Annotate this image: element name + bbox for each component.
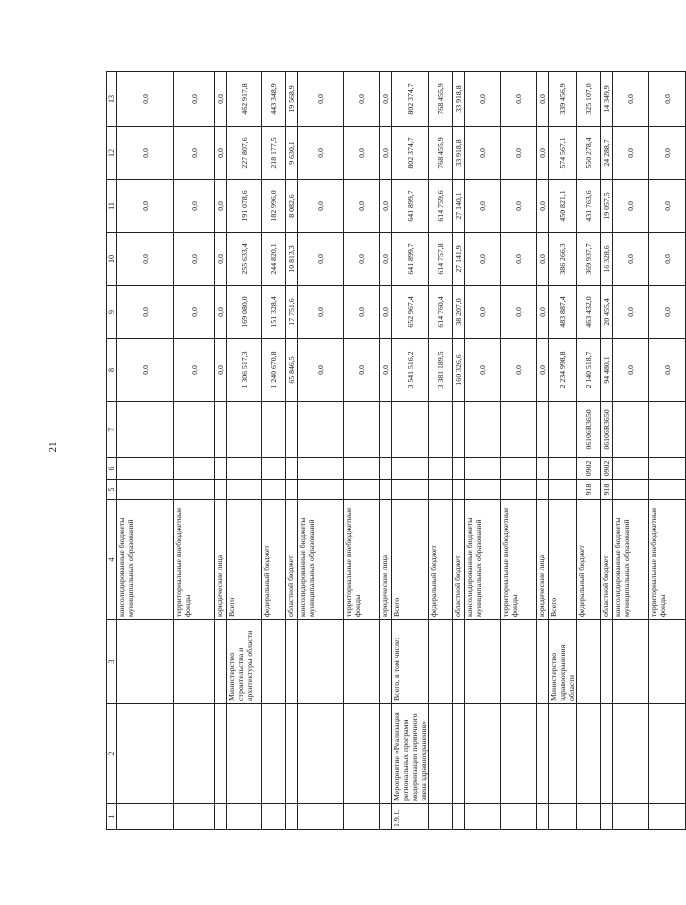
value-cell: 0,0 bbox=[537, 127, 549, 180]
measure-name-cell bbox=[549, 704, 577, 804]
value-cell: 0,0 bbox=[465, 72, 501, 127]
value-cell: 614 759,6 bbox=[429, 180, 453, 233]
value-cell: 191 078,6 bbox=[227, 180, 262, 233]
value-cell: 169 080,0 bbox=[227, 286, 262, 339]
value-cell: 27 140,1 bbox=[453, 180, 465, 233]
value-cell: 0,0 bbox=[215, 339, 227, 402]
value-cell: 19 057,5 bbox=[601, 180, 613, 233]
section-code-cell bbox=[380, 458, 392, 480]
section-code-cell bbox=[286, 458, 298, 480]
executor-cell bbox=[429, 620, 453, 704]
table-row bbox=[392, 72, 429, 830]
target-article-cell bbox=[649, 402, 686, 458]
value-cell: 0,0 bbox=[215, 72, 227, 127]
value-cell: 0,0 bbox=[649, 127, 686, 180]
value-cell: 33 918,8 bbox=[453, 72, 465, 127]
header-cell: 7 bbox=[107, 402, 117, 458]
item-number-cell bbox=[344, 804, 380, 830]
funding-source-cell: территориальные внебюджетные фонды bbox=[174, 500, 215, 620]
executor-cell bbox=[117, 620, 174, 704]
target-article-cell bbox=[453, 402, 465, 458]
value-cell: 9 630,1 bbox=[286, 127, 298, 180]
item-number-cell bbox=[577, 804, 601, 830]
executor-cell bbox=[601, 620, 613, 704]
value-cell: 0,0 bbox=[215, 127, 227, 180]
measure-name-cell bbox=[649, 704, 686, 804]
value-cell: 0,0 bbox=[649, 233, 686, 286]
grbs-code-cell bbox=[298, 480, 344, 500]
value-cell: 0,0 bbox=[344, 127, 380, 180]
value-cell: 38 207,0 bbox=[453, 286, 465, 339]
item-number-cell bbox=[286, 804, 298, 830]
value-cell: 369 937,7 bbox=[577, 233, 601, 286]
section-code-cell bbox=[298, 458, 344, 480]
executor-cell bbox=[215, 620, 227, 704]
value-cell: 0,0 bbox=[537, 339, 549, 402]
section-code-cell bbox=[227, 458, 262, 480]
grbs-code-cell bbox=[649, 480, 686, 500]
value-cell: 614 757,8 bbox=[429, 233, 453, 286]
section-code-cell bbox=[117, 458, 174, 480]
item-number-cell bbox=[298, 804, 344, 830]
measure-name-cell bbox=[465, 704, 501, 804]
header-cell: 11 bbox=[107, 180, 117, 233]
value-cell: 244 820,1 bbox=[262, 233, 286, 286]
value-cell: 1 240 670,8 bbox=[262, 339, 286, 402]
value-cell: 182 996,0 bbox=[262, 180, 286, 233]
funding-source-cell: федеральный бюджет bbox=[577, 500, 601, 620]
grbs-code-cell bbox=[392, 480, 429, 500]
page-number: 21 bbox=[47, 441, 59, 453]
target-article-cell: 06106R3650 bbox=[601, 402, 613, 458]
measure-name-cell bbox=[429, 704, 453, 804]
value-cell: 0,0 bbox=[613, 180, 649, 233]
value-cell: 768 455,9 bbox=[429, 72, 453, 127]
measure-name-cell bbox=[601, 704, 613, 804]
target-article-cell bbox=[537, 402, 549, 458]
value-cell: 0,0 bbox=[117, 286, 174, 339]
measure-name-cell bbox=[117, 704, 174, 804]
target-article-cell bbox=[286, 402, 298, 458]
grbs-code-cell bbox=[453, 480, 465, 500]
value-cell: 0,0 bbox=[613, 127, 649, 180]
value-cell: 0,0 bbox=[117, 72, 174, 127]
item-number-cell bbox=[601, 804, 613, 830]
value-cell: 0,0 bbox=[174, 233, 215, 286]
value-cell: 0,0 bbox=[298, 233, 344, 286]
table-row bbox=[174, 72, 215, 830]
value-cell: 0,0 bbox=[215, 233, 227, 286]
grbs-code-cell bbox=[215, 480, 227, 500]
header-cell: 2 bbox=[107, 704, 117, 804]
table-row bbox=[380, 72, 392, 830]
funding-source-cell: федеральный бюджет bbox=[262, 500, 286, 620]
table-row bbox=[344, 72, 380, 830]
section-code-cell bbox=[215, 458, 227, 480]
value-cell: 641 899,7 bbox=[392, 180, 429, 233]
value-cell: 0,0 bbox=[501, 127, 537, 180]
executor-cell bbox=[286, 620, 298, 704]
funding-source-cell: областной бюджет bbox=[453, 500, 465, 620]
target-article-cell bbox=[613, 402, 649, 458]
table-row bbox=[465, 72, 501, 830]
value-cell: 33 918,8 bbox=[453, 127, 465, 180]
value-cell: 0,0 bbox=[215, 180, 227, 233]
measure-name-cell bbox=[501, 704, 537, 804]
funding-source-cell: Всего bbox=[549, 500, 577, 620]
value-cell: 0,0 bbox=[117, 127, 174, 180]
value-cell: 0,0 bbox=[465, 286, 501, 339]
table-row bbox=[262, 72, 286, 830]
value-cell: 0,0 bbox=[117, 180, 174, 233]
value-cell: 0,0 bbox=[613, 233, 649, 286]
item-number-cell bbox=[453, 804, 465, 830]
measure-name-cell bbox=[298, 704, 344, 804]
value-cell: 0,0 bbox=[501, 233, 537, 286]
funding-source-cell: Всего bbox=[392, 500, 429, 620]
measure-name-cell bbox=[344, 704, 380, 804]
value-cell: 0,0 bbox=[380, 286, 392, 339]
value-cell: 431 763,6 bbox=[577, 180, 601, 233]
value-cell: 19 568,9 bbox=[286, 72, 298, 127]
header-cell: 13 bbox=[107, 72, 117, 127]
value-cell: 0,0 bbox=[344, 72, 380, 127]
value-cell: 8 082,6 bbox=[286, 180, 298, 233]
grbs-code-cell bbox=[286, 480, 298, 500]
value-cell: 27 141,9 bbox=[453, 233, 465, 286]
value-cell: 0,0 bbox=[117, 233, 174, 286]
executor-cell bbox=[649, 620, 686, 704]
value-cell: 0,0 bbox=[613, 286, 649, 339]
target-article-cell bbox=[465, 402, 501, 458]
value-cell: 0,0 bbox=[380, 127, 392, 180]
item-number-cell bbox=[649, 804, 686, 830]
section-code-cell bbox=[613, 458, 649, 480]
grbs-code-cell bbox=[429, 480, 453, 500]
funding-source-cell: консолидированные бюджеты муниципальных образований bbox=[117, 500, 174, 620]
target-article-cell bbox=[429, 402, 453, 458]
budget-table bbox=[106, 71, 686, 830]
funding-source-cell: территориальные внебюджетные фонды bbox=[501, 500, 537, 620]
value-cell: 614 760,4 bbox=[429, 286, 453, 339]
table-row bbox=[613, 72, 649, 830]
value-cell: 0,0 bbox=[501, 286, 537, 339]
executor-cell bbox=[577, 620, 601, 704]
value-cell: 0,0 bbox=[501, 72, 537, 127]
value-cell: 0,0 bbox=[344, 180, 380, 233]
grbs-code-cell bbox=[465, 480, 501, 500]
funding-source-cell: федеральный бюджет bbox=[429, 500, 453, 620]
grbs-code-cell bbox=[117, 480, 174, 500]
value-cell: 151 328,4 bbox=[262, 286, 286, 339]
target-article-cell bbox=[262, 402, 286, 458]
header-cell: 5 bbox=[107, 480, 117, 500]
value-cell: 0,0 bbox=[298, 72, 344, 127]
value-cell: 0,0 bbox=[649, 72, 686, 127]
header-cell: 10 bbox=[107, 233, 117, 286]
value-cell: 0,0 bbox=[465, 180, 501, 233]
header-row bbox=[107, 72, 117, 830]
measure-name-cell bbox=[215, 704, 227, 804]
value-cell: 463 432,0 bbox=[577, 286, 601, 339]
value-cell: 14 349,9 bbox=[601, 72, 613, 127]
section-code-cell bbox=[549, 458, 577, 480]
value-cell: 0,0 bbox=[298, 339, 344, 402]
value-cell: 802 374,7 bbox=[392, 72, 429, 127]
target-article-cell bbox=[117, 402, 174, 458]
grbs-code-cell bbox=[380, 480, 392, 500]
section-code-cell bbox=[649, 458, 686, 480]
value-cell: 0,0 bbox=[344, 233, 380, 286]
value-cell: 450 821,1 bbox=[549, 180, 577, 233]
target-article-cell bbox=[344, 402, 380, 458]
measure-name-cell bbox=[227, 704, 262, 804]
grbs-code-cell bbox=[549, 480, 577, 500]
value-cell: 0,0 bbox=[501, 180, 537, 233]
item-number-cell: 1.9.1. bbox=[392, 804, 429, 830]
value-cell: 3 381 189,5 bbox=[429, 339, 453, 402]
item-number-cell bbox=[215, 804, 227, 830]
value-cell: 574 567,1 bbox=[549, 127, 577, 180]
target-article-cell bbox=[174, 402, 215, 458]
measure-name-cell bbox=[286, 704, 298, 804]
value-cell: 0,0 bbox=[174, 72, 215, 127]
table-row bbox=[227, 72, 262, 830]
funding-source-cell: консолидированные бюджеты муниципальных образований bbox=[465, 500, 501, 620]
item-number-cell bbox=[174, 804, 215, 830]
value-cell: 94 480,1 bbox=[601, 339, 613, 402]
header-cell: 1 bbox=[107, 804, 117, 830]
value-cell: 0,0 bbox=[215, 286, 227, 339]
grbs-code-cell bbox=[227, 480, 262, 500]
measure-name-cell bbox=[380, 704, 392, 804]
value-cell: 0,0 bbox=[613, 72, 649, 127]
table-row bbox=[117, 72, 174, 830]
value-cell: 0,0 bbox=[344, 286, 380, 339]
table-row bbox=[549, 72, 577, 830]
value-cell: 339 456,9 bbox=[549, 72, 577, 127]
funding-source-cell: территориальные внебюджетные фонды bbox=[649, 500, 686, 620]
value-cell: 3 541 516,2 bbox=[392, 339, 429, 402]
measure-name-cell bbox=[453, 704, 465, 804]
value-cell: 0,0 bbox=[298, 127, 344, 180]
value-cell: 2 234 998,8 bbox=[549, 339, 577, 402]
value-cell: 0,0 bbox=[649, 286, 686, 339]
value-cell: 462 917,8 bbox=[227, 72, 262, 127]
table-row bbox=[215, 72, 227, 830]
header-cell: 12 bbox=[107, 127, 117, 180]
value-cell: 0,0 bbox=[501, 339, 537, 402]
target-article-cell bbox=[227, 402, 262, 458]
section-code-cell bbox=[344, 458, 380, 480]
table-row bbox=[453, 72, 465, 830]
item-number-cell bbox=[549, 804, 577, 830]
executor-cell bbox=[298, 620, 344, 704]
value-cell: 0,0 bbox=[380, 72, 392, 127]
section-code-cell bbox=[537, 458, 549, 480]
measure-name-cell bbox=[613, 704, 649, 804]
value-cell: 550 278,4 bbox=[577, 127, 601, 180]
measure-name-cell bbox=[174, 704, 215, 804]
value-cell: 0,0 bbox=[380, 233, 392, 286]
table-row bbox=[649, 72, 686, 830]
grbs-code-cell: 918 bbox=[601, 480, 613, 500]
executor-cell bbox=[380, 620, 392, 704]
value-cell: 483 887,4 bbox=[549, 286, 577, 339]
value-cell: 0,0 bbox=[465, 127, 501, 180]
value-cell: 0,0 bbox=[344, 339, 380, 402]
executor-cell bbox=[344, 620, 380, 704]
value-cell: 0,0 bbox=[298, 180, 344, 233]
value-cell: 160 326,6 bbox=[453, 339, 465, 402]
target-article-cell bbox=[380, 402, 392, 458]
target-article-cell bbox=[549, 402, 577, 458]
table-row bbox=[429, 72, 453, 830]
grbs-code-cell bbox=[537, 480, 549, 500]
value-cell: 255 633,4 bbox=[227, 233, 262, 286]
value-cell: 10 813,3 bbox=[286, 233, 298, 286]
value-cell: 20 455,4 bbox=[601, 286, 613, 339]
table-body bbox=[107, 72, 686, 830]
item-number-cell bbox=[380, 804, 392, 830]
funding-source-cell: юридические лица bbox=[537, 500, 549, 620]
executor-cell bbox=[174, 620, 215, 704]
value-cell: 386 266,3 bbox=[549, 233, 577, 286]
section-code-cell bbox=[429, 458, 453, 480]
value-cell: 0,0 bbox=[174, 180, 215, 233]
value-cell: 0,0 bbox=[537, 286, 549, 339]
value-cell: 0,0 bbox=[298, 286, 344, 339]
target-article-cell bbox=[392, 402, 429, 458]
item-number-cell bbox=[537, 804, 549, 830]
header-cell: 4 bbox=[107, 500, 117, 620]
value-cell: 2 140 518,7 bbox=[577, 339, 601, 402]
grbs-code-cell bbox=[613, 480, 649, 500]
table-row bbox=[601, 72, 613, 830]
value-cell: 16 328,6 bbox=[601, 233, 613, 286]
target-article-cell: 06106R3650 bbox=[577, 402, 601, 458]
header-cell: 8 bbox=[107, 339, 117, 402]
value-cell: 227 807,6 bbox=[227, 127, 262, 180]
table-row bbox=[537, 72, 549, 830]
item-number-cell bbox=[117, 804, 174, 830]
item-number-cell bbox=[465, 804, 501, 830]
value-cell: 0,0 bbox=[174, 339, 215, 402]
funding-source-cell: областной бюджет bbox=[286, 500, 298, 620]
executor-cell bbox=[453, 620, 465, 704]
table-row bbox=[286, 72, 298, 830]
executor-cell: Министерство здравоохранения области bbox=[549, 620, 577, 704]
header-cell: 3 bbox=[107, 620, 117, 704]
funding-source-cell: юридические лица bbox=[380, 500, 392, 620]
table-row bbox=[501, 72, 537, 830]
section-code-cell bbox=[501, 458, 537, 480]
value-cell: 24 288,7 bbox=[601, 127, 613, 180]
value-cell: 0,0 bbox=[465, 339, 501, 402]
funding-source-cell: консолидированные бюджеты муниципальных образований bbox=[613, 500, 649, 620]
measure-name-cell bbox=[537, 704, 549, 804]
item-number-cell bbox=[501, 804, 537, 830]
value-cell: 0,0 bbox=[537, 72, 549, 127]
grbs-code-cell bbox=[501, 480, 537, 500]
value-cell: 768 455,9 bbox=[429, 127, 453, 180]
item-number-cell bbox=[227, 804, 262, 830]
executor-cell: Министерство строительства и архитектуры области bbox=[227, 620, 262, 704]
target-article-cell bbox=[298, 402, 344, 458]
executor-cell: Всего, в том числе: bbox=[392, 620, 429, 704]
value-cell: 0,0 bbox=[380, 339, 392, 402]
value-cell: 218 177,5 bbox=[262, 127, 286, 180]
value-cell: 0,0 bbox=[465, 233, 501, 286]
value-cell: 0,0 bbox=[649, 180, 686, 233]
header-cell: 6 bbox=[107, 458, 117, 480]
value-cell: 325 107,0 bbox=[577, 72, 601, 127]
value-cell: 1 306 517,3 bbox=[227, 339, 262, 402]
header-cell: 9 bbox=[107, 286, 117, 339]
funding-source-cell: Всего bbox=[227, 500, 262, 620]
value-cell: 802 374,7 bbox=[392, 127, 429, 180]
section-code-cell: 0902 bbox=[601, 458, 613, 480]
value-cell: 0,0 bbox=[174, 127, 215, 180]
value-cell: 0,0 bbox=[649, 339, 686, 402]
section-code-cell bbox=[465, 458, 501, 480]
executor-cell bbox=[262, 620, 286, 704]
value-cell: 0,0 bbox=[537, 180, 549, 233]
value-cell: 0,0 bbox=[537, 233, 549, 286]
table-row bbox=[577, 72, 601, 830]
executor-cell bbox=[537, 620, 549, 704]
grbs-code-cell bbox=[344, 480, 380, 500]
value-cell: 443 348,9 bbox=[262, 72, 286, 127]
value-cell: 65 846,5 bbox=[286, 339, 298, 402]
rotated-table-container bbox=[106, 72, 672, 830]
value-cell: 17 751,6 bbox=[286, 286, 298, 339]
section-code-cell bbox=[453, 458, 465, 480]
item-number-cell bbox=[429, 804, 453, 830]
grbs-code-cell bbox=[262, 480, 286, 500]
grbs-code-cell bbox=[174, 480, 215, 500]
funding-source-cell: областной бюджет bbox=[601, 500, 613, 620]
executor-cell bbox=[465, 620, 501, 704]
executor-cell bbox=[501, 620, 537, 704]
target-article-cell bbox=[501, 402, 537, 458]
value-cell: 0,0 bbox=[117, 339, 174, 402]
section-code-cell bbox=[174, 458, 215, 480]
section-code-cell bbox=[392, 458, 429, 480]
target-article-cell bbox=[215, 402, 227, 458]
value-cell: 0,0 bbox=[174, 286, 215, 339]
measure-name-cell bbox=[577, 704, 601, 804]
value-cell: 641 899,7 bbox=[392, 233, 429, 286]
funding-source-cell: консолидированные бюджеты муниципальных образований bbox=[298, 500, 344, 620]
funding-source-cell: юридические лица bbox=[215, 500, 227, 620]
value-cell: 0,0 bbox=[613, 339, 649, 402]
measure-name-cell bbox=[262, 704, 286, 804]
value-cell: 652 967,4 bbox=[392, 286, 429, 339]
value-cell: 0,0 bbox=[380, 180, 392, 233]
grbs-code-cell: 918 bbox=[577, 480, 601, 500]
item-number-cell bbox=[613, 804, 649, 830]
funding-source-cell: территориальные внебюджетные фонды bbox=[344, 500, 380, 620]
measure-name-cell: Мероприятие «Реализация региональных программ модернизации первичного звена здравоохранения» bbox=[392, 704, 429, 804]
item-number-cell bbox=[262, 804, 286, 830]
section-code-cell bbox=[262, 458, 286, 480]
executor-cell bbox=[613, 620, 649, 704]
table-row bbox=[298, 72, 344, 830]
section-code-cell: 0902 bbox=[577, 458, 601, 480]
